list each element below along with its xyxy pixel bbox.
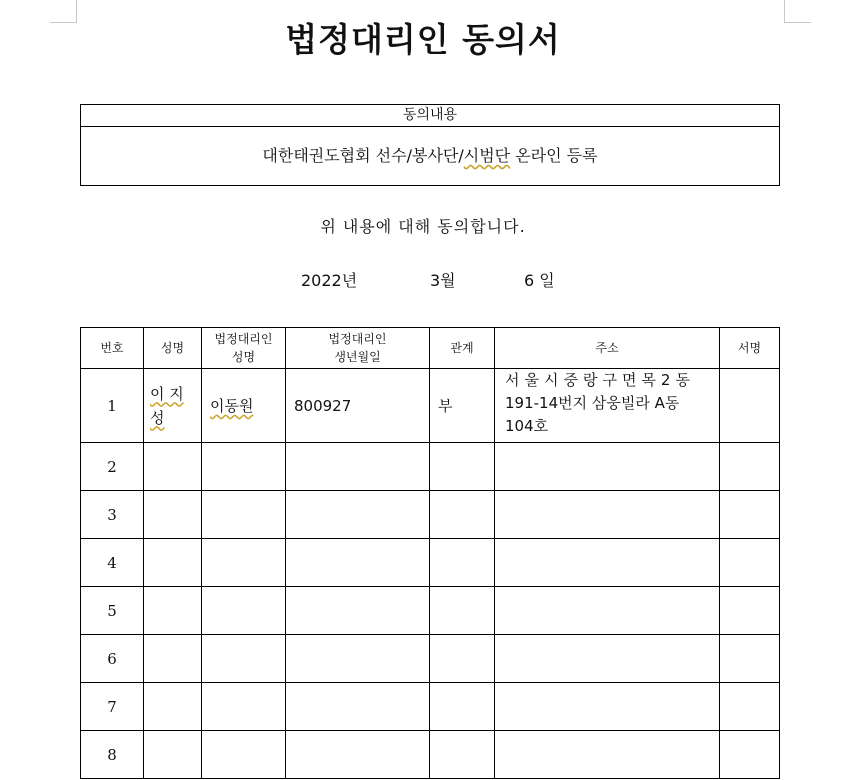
student-name-cell[interactable]	[144, 539, 202, 587]
header-signature: 서명	[720, 328, 780, 369]
guardian-name-cell[interactable]	[202, 369, 286, 443]
consent-body	[81, 127, 779, 184]
row-number: 8	[81, 731, 144, 779]
student-name-cell[interactable]	[144, 443, 202, 491]
student-name-cell[interactable]	[144, 731, 202, 779]
table-row	[81, 731, 780, 779]
relation[interactable]	[430, 587, 495, 635]
header-guardian-name-line2: 성명	[231, 350, 256, 364]
header-name: 성명	[144, 328, 202, 369]
header-address: 주소	[495, 328, 720, 369]
address-cell[interactable]	[495, 539, 720, 587]
consent-content-box	[80, 104, 780, 186]
guardian-birthdate[interactable]: 800927	[286, 369, 430, 443]
signature-cell[interactable]	[720, 587, 780, 635]
student-name: 이 지 성	[150, 384, 184, 427]
consent-header: 동의내용	[81, 105, 779, 127]
relation[interactable]	[430, 539, 495, 587]
row-number: 2	[81, 443, 144, 491]
guardian-name-cell[interactable]	[202, 683, 286, 731]
row-number: 5	[81, 587, 144, 635]
student-name-cell[interactable]	[144, 587, 202, 635]
address-cell[interactable]	[495, 731, 720, 779]
header-guardian-birth-line2: 생년월일	[334, 350, 381, 364]
table-row	[81, 491, 780, 539]
guardian-name-cell[interactable]	[202, 635, 286, 683]
signature-cell[interactable]	[720, 539, 780, 587]
header-guardian-name-line1: 법정대리인	[214, 332, 273, 346]
guardian-birthdate[interactable]	[286, 587, 430, 635]
table-row	[81, 539, 780, 587]
relation[interactable]	[430, 731, 495, 779]
address-cell[interactable]	[495, 683, 720, 731]
signature-cell[interactable]	[720, 443, 780, 491]
address-line1: 서울시중랑구면목2동	[505, 371, 695, 389]
table-header-row	[81, 328, 780, 369]
relation[interactable]: 부	[430, 369, 495, 443]
signature-cell[interactable]	[720, 369, 780, 443]
table-row	[81, 443, 780, 491]
relation[interactable]	[430, 683, 495, 731]
table-row	[81, 683, 780, 731]
table-row	[81, 635, 780, 683]
signature-cell[interactable]	[720, 635, 780, 683]
guardian-name-cell[interactable]	[202, 443, 286, 491]
row-number: 1	[81, 369, 144, 443]
consent-body-wavy-word: 시범단	[463, 146, 511, 165]
header-guardian-birthdate	[286, 328, 430, 369]
address-cell[interactable]	[495, 369, 720, 443]
guardian-birthdate[interactable]	[286, 539, 430, 587]
document-title: 법정대리인 동의서	[285, 20, 561, 59]
address-cell[interactable]	[495, 491, 720, 539]
guardian-birthdate[interactable]	[286, 491, 430, 539]
header-number: 번호	[81, 328, 144, 369]
agreement-statement: 위 내용에 대해 동의합니다.	[320, 217, 526, 236]
guardian-birthdate[interactable]	[286, 731, 430, 779]
guardian-registration-table	[80, 327, 780, 779]
address-cell[interactable]	[495, 443, 720, 491]
guardian-name-cell[interactable]	[202, 539, 286, 587]
relation[interactable]	[430, 491, 495, 539]
guardian-name-cell[interactable]	[202, 491, 286, 539]
row-number: 6	[81, 635, 144, 683]
guardian-birthdate[interactable]	[286, 635, 430, 683]
relation[interactable]	[430, 635, 495, 683]
guardian-name: 이동원	[210, 397, 254, 415]
consent-body-prefix: 대한태권도협회 선수/봉사단/	[262, 146, 464, 165]
relation[interactable]	[430, 443, 495, 491]
signature-cell[interactable]	[720, 683, 780, 731]
consent-body-suffix: 온라인 등록	[510, 146, 598, 165]
student-name-cell[interactable]	[144, 683, 202, 731]
header-guardian-name	[202, 328, 286, 369]
row-number: 7	[81, 683, 144, 731]
address-cell[interactable]	[495, 635, 720, 683]
header-guardian-birth-line1: 법정대리인	[328, 332, 387, 346]
address-line2: 191-14번지 삼웅빌라 A동	[505, 394, 680, 412]
guardian-name-cell[interactable]	[202, 587, 286, 635]
row-number: 4	[81, 539, 144, 587]
date-year: 2022년	[301, 271, 358, 290]
guardian-birthdate[interactable]	[286, 683, 430, 731]
address-cell[interactable]	[495, 587, 720, 635]
table-row	[81, 369, 780, 443]
student-name-cell[interactable]	[144, 635, 202, 683]
table-row	[81, 587, 780, 635]
date-day: 6 일	[524, 271, 555, 290]
row-number: 3	[81, 491, 144, 539]
signature-cell[interactable]	[720, 731, 780, 779]
student-name-cell[interactable]	[144, 369, 202, 443]
header-relation: 관계	[430, 328, 495, 369]
date-month: 3월	[430, 271, 456, 290]
student-name-cell[interactable]	[144, 491, 202, 539]
guardian-birthdate[interactable]	[286, 443, 430, 491]
guardian-name-cell[interactable]	[202, 731, 286, 779]
signature-cell[interactable]	[720, 491, 780, 539]
address-line3: 104호	[505, 417, 549, 435]
